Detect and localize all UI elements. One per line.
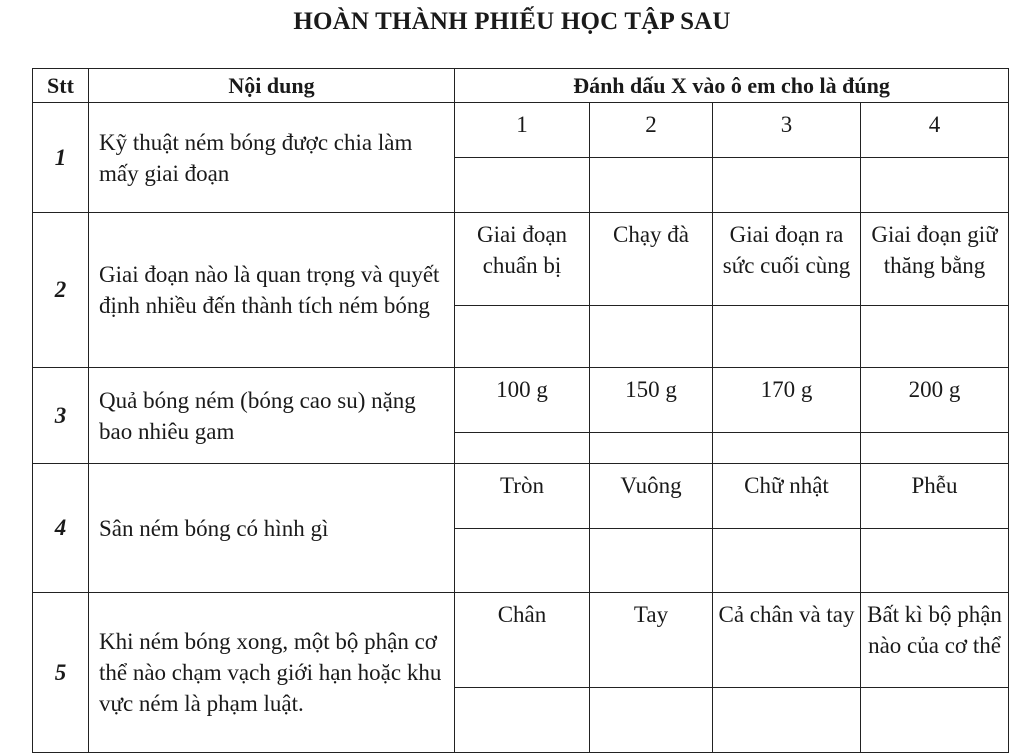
answer-box[interactable] — [455, 158, 590, 213]
question-row-4 — [33, 464, 1009, 529]
answer-box[interactable] — [861, 688, 1009, 753]
answer-box[interactable] — [455, 688, 590, 753]
option-label: 200 g — [861, 368, 1009, 433]
option-label: 100 g — [455, 368, 590, 433]
option-label: Giai đoạn chuẩn bị — [455, 213, 590, 306]
answer-box[interactable] — [713, 433, 861, 464]
option-label: Bất kì bộ phận nào của cơ thể — [861, 593, 1009, 688]
answer-box[interactable] — [861, 529, 1009, 593]
page-title: HOÀN THÀNH PHIẾU HỌC TẬP SAU — [293, 8, 731, 35]
option-label: 170 g — [713, 368, 861, 433]
option-label: Phễu — [861, 464, 1009, 529]
row-number: 1 — [33, 103, 89, 213]
option-label: Giai đoạn giữ thăng bằng — [861, 213, 1009, 306]
answer-box[interactable] — [713, 688, 861, 753]
option-label: Vuông — [590, 464, 713, 529]
answer-box[interactable] — [861, 158, 1009, 213]
question-text: Quả bóng ném (bóng cao su) nặng bao nhiêu gam — [89, 368, 455, 464]
question-row-2 — [33, 213, 1009, 306]
option-label: 1 — [455, 103, 590, 158]
row-number: 5 — [33, 593, 89, 753]
worksheet-table — [32, 68, 1009, 753]
answer-box[interactable] — [590, 529, 713, 593]
header-content: Nội dung — [89, 69, 455, 103]
question-row-1 — [33, 103, 1009, 158]
option-label: Cả chân và tay — [713, 593, 861, 688]
question-row-3 — [33, 368, 1009, 433]
option-label: 150 g — [590, 368, 713, 433]
option-label: Chân — [455, 593, 590, 688]
answer-box[interactable] — [861, 306, 1009, 368]
option-label: 4 — [861, 103, 1009, 158]
option-label: Chạy đà — [590, 213, 713, 306]
answer-box[interactable] — [590, 433, 713, 464]
row-number: 3 — [33, 368, 89, 464]
answer-box[interactable] — [713, 306, 861, 368]
option-label: Chữ nhật — [713, 464, 861, 529]
option-label: 3 — [713, 103, 861, 158]
option-label: Giai đoạn ra sức cuối cùng — [713, 213, 861, 306]
answer-box[interactable] — [861, 433, 1009, 464]
answer-box[interactable] — [590, 158, 713, 213]
option-label: Tròn — [455, 464, 590, 529]
header-mark: Đánh dấu X vào ô em cho là đúng — [455, 69, 1009, 103]
answer-box[interactable] — [713, 529, 861, 593]
row-number: 4 — [33, 464, 89, 593]
question-text: Sân ném bóng có hình gì — [89, 464, 455, 593]
header-row — [33, 69, 1009, 103]
answer-box[interactable] — [455, 306, 590, 368]
answer-box[interactable] — [713, 158, 861, 213]
question-row-5 — [33, 593, 1009, 688]
answer-box[interactable] — [590, 688, 713, 753]
row-number: 2 — [33, 213, 89, 368]
answer-box[interactable] — [455, 529, 590, 593]
answer-box[interactable] — [590, 306, 713, 368]
question-text: Khi ném bóng xong, một bộ phận cơ thể nào chạm vạch giới hạn hoặc khu vực ném là phạm luật. — [89, 593, 455, 753]
question-text: Kỹ thuật ném bóng được chia làm mấy giai đoạn — [89, 103, 455, 213]
option-label: 2 — [590, 103, 713, 158]
header-stt: Stt — [33, 69, 89, 103]
question-text: Giai đoạn nào là quan trọng và quyết định nhiều đến thành tích ném bóng — [89, 213, 455, 368]
option-label: Tay — [590, 593, 713, 688]
answer-box[interactable] — [455, 433, 590, 464]
